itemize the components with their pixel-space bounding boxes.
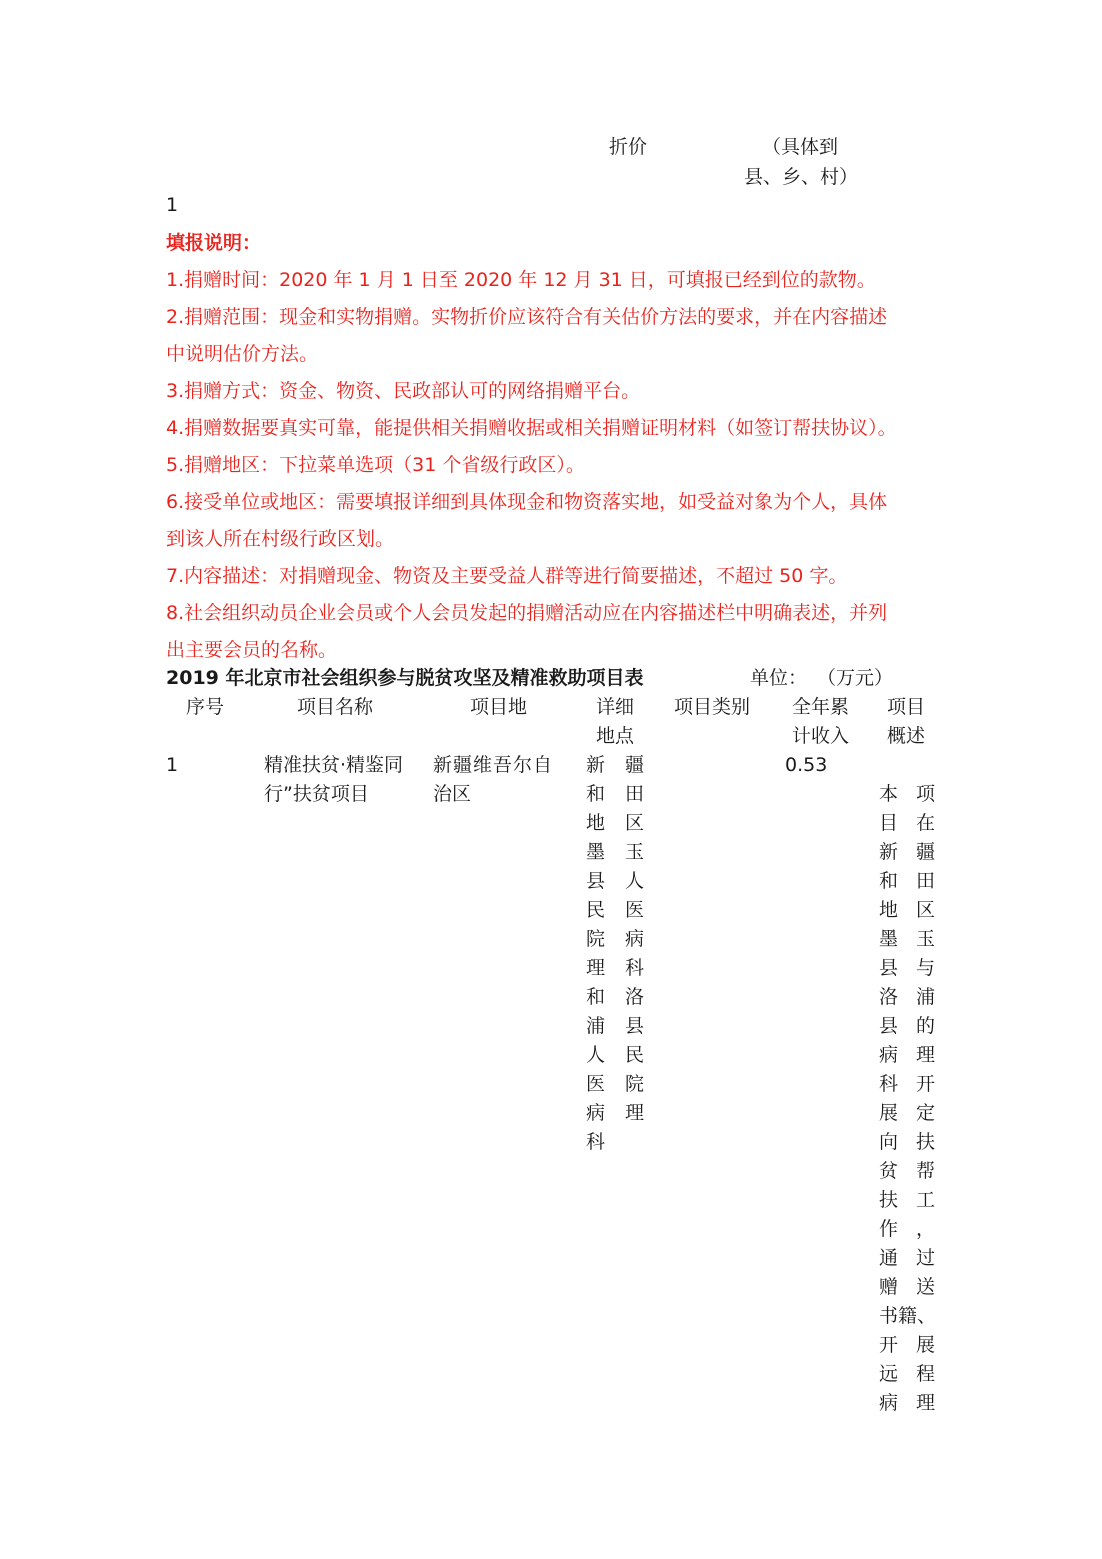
wrapped-text-line: 民 医 (586, 899, 644, 921)
note-line: 到该人所在村级行政区划。 (166, 528, 395, 550)
wrapped-text-line: 院 病 (586, 928, 644, 950)
note-line: 6.接受单位或地区：需要填报详细到具体现金和物资落实地，如受益对象为个人，具体 (166, 491, 888, 513)
wrapped-text-line: 病 理 (586, 1102, 644, 1124)
header-income-line2: 计收入 (792, 725, 850, 747)
wrapped-text-line: 展 定 (879, 1102, 935, 1124)
wrapped-text-line: 病 理 (879, 1392, 935, 1414)
note-line: 3.捐赠方式：资金、物资、民政部认可的网络捐赠平台。 (166, 380, 641, 402)
header-location: 项目地 (470, 696, 528, 718)
wrapped-text-line: 医 院 (586, 1073, 644, 1095)
header-seq: 序号 (186, 696, 225, 718)
wrapped-text-line: 浦 县 (586, 1015, 644, 1037)
wrapped-text-line: 书 籍、 (879, 1305, 937, 1327)
row-location-line1: 新疆维吾尔自 (433, 754, 554, 776)
note-line: 7.内容描述：对捐赠现金、物资及主要受益人群等进行简要描述，不超过 50 字。 (166, 565, 848, 587)
row-income: 0.53 (785, 754, 828, 776)
prev-row-number: 1 (166, 194, 179, 216)
prev-header-discount: 折价 (609, 136, 648, 158)
wrapped-text-line: 和 田 (586, 783, 644, 805)
header-name: 项目名称 (297, 696, 374, 718)
row-summary (879, 780, 935, 1418)
wrapped-text-line: 扶 工 (879, 1189, 935, 1211)
wrapped-text-line: 向 扶 (879, 1131, 935, 1153)
wrapped-text-line: 开 展 (879, 1334, 935, 1356)
note-line: 1.捐赠时间：2020 年 1 月 1 日至 2020 年 12 月 31 日，可填报已经到位的款物。 (166, 269, 876, 291)
wrapped-text-line: 远 程 (879, 1363, 935, 1385)
wrapped-text-line: 作 ， (879, 1218, 935, 1240)
note-line: 4.捐赠数据要真实可靠，能提供相关捐赠收据或相关捐赠证明材料（如签订帮扶协议）。 (166, 417, 897, 439)
unit-value: （万元） (817, 667, 894, 689)
wrapped-text-line: 地 区 (586, 812, 644, 834)
row-seq: 1 (166, 754, 179, 776)
prev-header-location-line2: 县、乡、村） (744, 166, 859, 188)
wrapped-text-line: 赠 送 (879, 1276, 935, 1298)
wrapped-text-line: 新 疆 (586, 754, 644, 776)
header-detail-line2: 地点 (596, 725, 635, 747)
unit-label: 单位： (750, 667, 808, 689)
wrapped-text-line: 墨 玉 (586, 841, 644, 863)
header-detail-line1: 详细 (596, 696, 635, 718)
wrapped-text-line: 县 人 (586, 870, 644, 892)
notes-title: 填报说明： (166, 232, 262, 254)
wrapped-text-line: 和 洛 (586, 986, 644, 1008)
wrapped-text-line: 县 与 (879, 957, 935, 979)
header-summary-line2: 概述 (887, 725, 926, 747)
row-name-line2: 行”扶贫项目 (264, 783, 369, 805)
wrapped-text-line: 县 的 (879, 1015, 935, 1037)
wrapped-text-line: 目 在 (879, 812, 935, 834)
wrapped-text-line: 地 区 (879, 899, 935, 921)
wrapped-text-line: 通 过 (879, 1247, 935, 1269)
wrapped-text-line: 理 科 (586, 957, 644, 979)
wrapped-text-line: 病 理 (879, 1044, 935, 1066)
header-income-line1: 全年累 (792, 696, 850, 718)
wrapped-text-line: 和 田 (879, 870, 935, 892)
note-line: 2.捐赠范围：现金和实物捐赠。实物折价应该符合有关估价方法的要求，并在内容描述 (166, 306, 888, 328)
header-category: 项目类别 (674, 696, 751, 718)
wrapped-text-line: 洛 浦 (879, 986, 935, 1008)
note-line: 中说明估价方法。 (166, 343, 319, 365)
wrapped-text-line: 本 项 (879, 783, 935, 805)
table-title: 2019 年北京市社会组织参与脱贫攻坚及精准救助项目表 (166, 667, 644, 689)
prev-header-location-line1: （具体到 (762, 136, 839, 158)
wrapped-text-line: 科 (586, 1131, 606, 1153)
note-line: 5.捐赠地区：下拉菜单选项（31 个省级行政区）。 (166, 454, 585, 476)
wrapped-text-line: 人 民 (586, 1044, 644, 1066)
wrapped-text-line: 贫 帮 (879, 1160, 935, 1182)
note-line: 出主要会员的名称。 (166, 639, 338, 661)
row-detail-location (586, 751, 644, 1157)
wrapped-text-line: 新 疆 (879, 841, 935, 863)
wrapped-text-line: 科 开 (879, 1073, 935, 1095)
note-line: 8.社会组织动员企业会员或个人会员发起的捐赠活动应在内容描述栏中明确表述，并列 (166, 602, 888, 624)
row-location-line2: 治区 (433, 783, 472, 805)
wrapped-text-line: 墨 玉 (879, 928, 935, 950)
header-summary-line1: 项目 (887, 696, 926, 718)
row-name-line1: 精准扶贫·精鉴同 (264, 754, 404, 776)
